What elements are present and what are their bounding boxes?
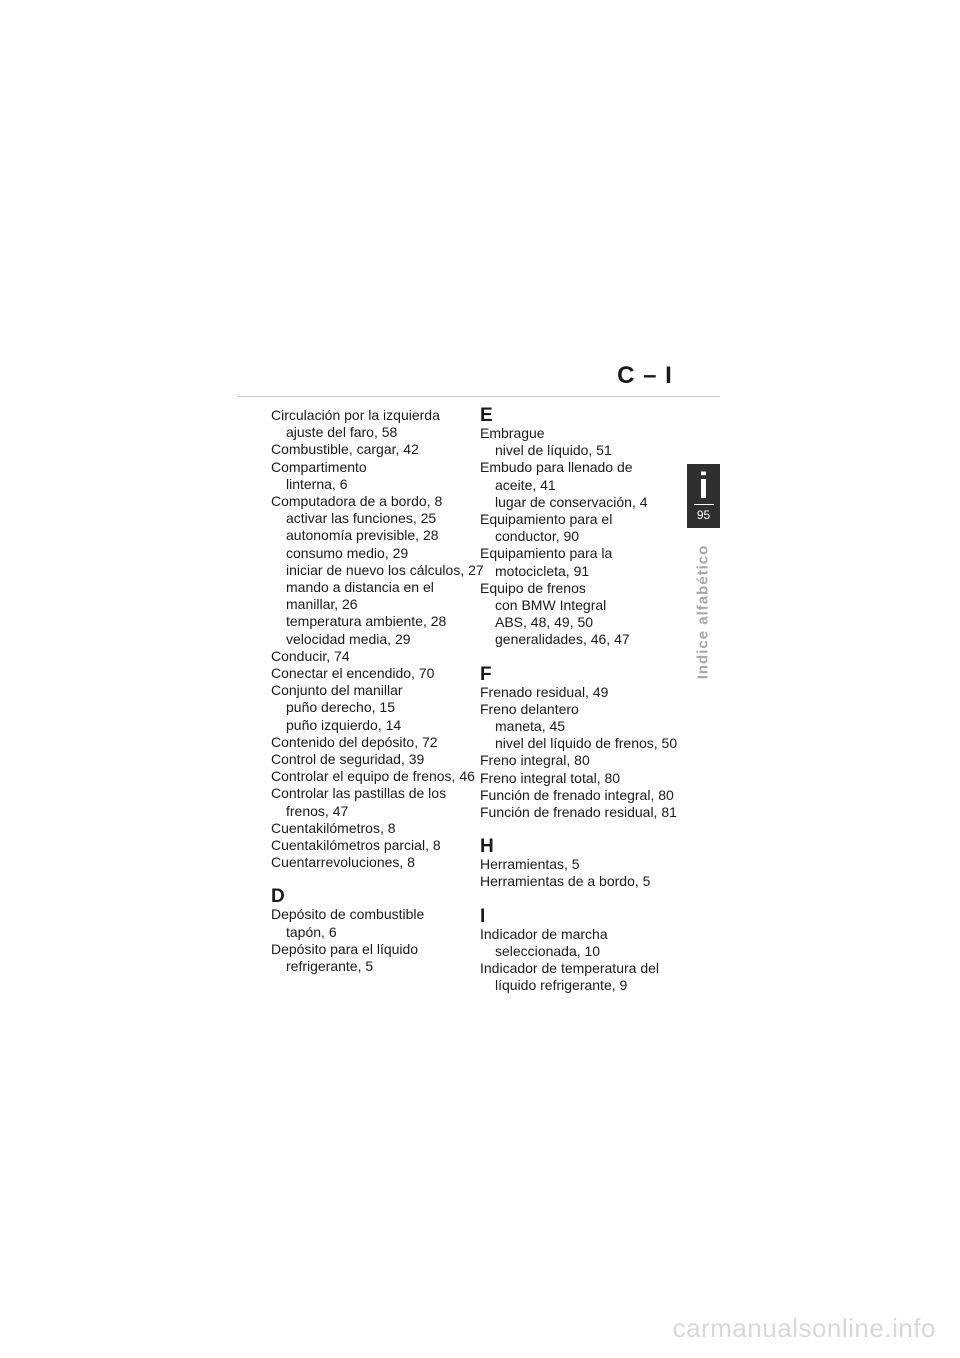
index-subentry: velocidad media, 29 <box>286 630 411 647</box>
index-entry: Embrague <box>480 425 545 441</box>
index-subentry: maneta, 45 <box>495 718 566 735</box>
section-side-label: Indice alfabético <box>694 544 712 680</box>
index-entry: Control de seguridad, 39 <box>271 751 425 768</box>
index-entry: Cuentakilómetros parcial, 8 <box>271 837 441 854</box>
section-tab <box>687 464 720 528</box>
section-gap <box>271 871 476 888</box>
index-entry: Conjunto del manillar <box>271 682 403 699</box>
index-subentry: manillar, 26 <box>286 596 358 613</box>
index-entry: Freno integral total, 80 <box>480 769 621 786</box>
index-entry: Equipamiento para la <box>480 545 613 562</box>
index-subentry: con BMW Integral <box>495 597 607 614</box>
index-subentry: puño derecho, 15 <box>286 699 395 716</box>
index-entry: Frenado residual, 49 <box>480 683 609 700</box>
index-entry: Depósito para el líquido <box>271 940 419 957</box>
index-entry: Cuentarrevoluciones, 8 <box>271 854 415 871</box>
tab-letter: i <box>698 465 709 506</box>
index-entry: Función de frenado integral, 80 <box>480 786 674 803</box>
index-entry: Freno delantero <box>480 700 579 717</box>
index-subentry: mando a distancia en el <box>286 579 434 596</box>
index-subentry: puño izquierdo, 14 <box>286 716 402 733</box>
index-subentry: activar las funciones, 25 <box>286 510 437 527</box>
index-column-left <box>271 407 484 975</box>
index-entry: Cuentakilómetros, 8 <box>271 819 396 836</box>
index-entry: Herramientas de a bordo, 5 <box>480 873 651 890</box>
index-subentry: autonomía previsible, 28 <box>286 527 439 544</box>
index-entry: Equipo de frenos <box>480 579 586 596</box>
index-subentry: frenos, 47 <box>286 802 349 819</box>
index-entry: Herramientas, 5 <box>480 856 580 873</box>
index-subentry: consumo medio, 29 <box>286 544 409 561</box>
index-subentry: ABS, 48, 49, 50 <box>495 614 594 631</box>
index-entry: Freno integral, 80 <box>480 752 590 769</box>
index-subentry: aceite, 41 <box>495 476 556 493</box>
index-entry: Indicador de temperatura del <box>480 960 659 977</box>
index-entry: Compartimento <box>271 458 367 475</box>
index-subentry: tapón, 6 <box>286 923 337 940</box>
index-entry: Circulación por la izquierda <box>271 407 440 423</box>
section-gap <box>480 821 680 838</box>
section-heading-d: D <box>271 886 285 908</box>
index-subentry: iniciar de nuevo los cálculos, 27 <box>286 561 484 578</box>
index-subentry: temperatura ambiente, 28 <box>286 613 447 630</box>
index-entry: Computadora de a bordo, 8 <box>271 493 443 510</box>
watermark: carmanualsonline.info <box>672 1313 936 1343</box>
index-subentry: seleccionada, 10 <box>495 942 601 959</box>
index-entry: Controlar el equipo de frenos, 46 <box>271 768 475 785</box>
index-subentry: nivel del líquido de frenos, 50 <box>495 735 678 752</box>
section-heading-i: I <box>480 905 486 927</box>
index-subentry: líquido refrigerante, 9 <box>495 977 628 994</box>
index-entry: Depósito de combustible <box>271 906 425 923</box>
section-gap <box>480 891 680 908</box>
index-subentry: lugar de conservación, 4 <box>495 493 648 510</box>
section-heading-f: F <box>480 663 492 685</box>
index-subentry: nivel de líquido, 51 <box>495 442 612 459</box>
index-entry: Controlar las pastillas de los <box>271 785 447 802</box>
index-entry: Conducir, 74 <box>271 647 350 664</box>
index-subentry: linterna, 6 <box>286 475 348 492</box>
section-heading-e: E <box>480 405 493 426</box>
index-subentry: refrigerante, 5 <box>286 958 374 975</box>
index-column-right <box>480 407 680 994</box>
index-entry: Función de frenado residual, 81 <box>480 804 677 821</box>
section-heading-h: H <box>480 836 494 858</box>
page-number: 95 <box>696 508 711 522</box>
index-subentry: motocicleta, 91 <box>495 562 590 579</box>
index-entry: Indicador de marcha <box>480 925 608 942</box>
index-subentry: ajuste del faro, 58 <box>286 424 398 441</box>
index-entry: Equipamiento para el <box>480 511 613 528</box>
index-subentry: generalidades, 46, 47 <box>495 631 630 648</box>
index-entry: Embudo para llenado de <box>480 459 633 476</box>
page-range-title: C – I <box>617 362 673 389</box>
index-entry: Combustible, cargar, 42 <box>271 441 419 458</box>
index-entry: Conectar el encendido, 70 <box>271 665 435 682</box>
index-entry: Contenido del depósito, 72 <box>271 733 438 750</box>
section-gap <box>480 649 680 666</box>
index-subentry: conductor, 90 <box>495 528 580 545</box>
header-divider <box>238 396 720 397</box>
